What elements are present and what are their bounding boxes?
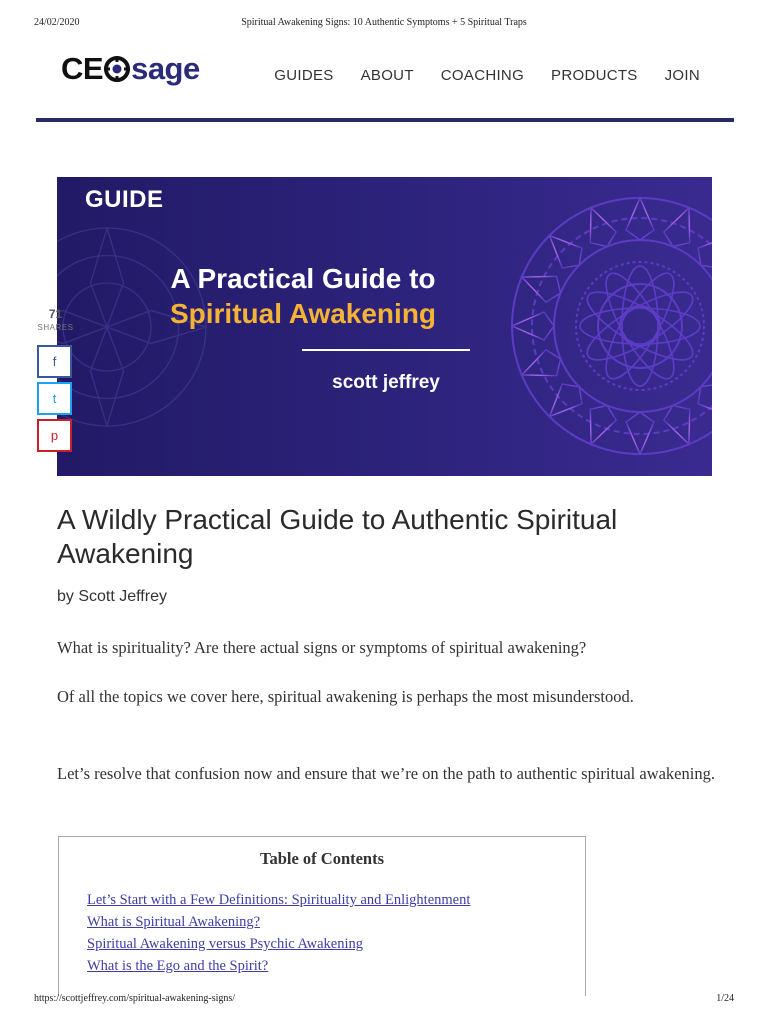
hero-heading-line2: Spiritual Awakening bbox=[169, 298, 437, 329]
header-divider bbox=[36, 118, 734, 122]
toc-link-definitions[interactable]: Let’s Start with a Few Definitions: Spirituality and Enlightenment bbox=[87, 892, 471, 908]
main-nav bbox=[274, 67, 700, 84]
toc-link-ego-and-spirit[interactable]: What is the Ego and the Spirit? bbox=[87, 958, 269, 974]
mandala-decoration bbox=[500, 189, 712, 464]
article-paragraph: What is spirituality? Are there actual signs or symptoms of spiritual awakening? bbox=[57, 638, 587, 657]
toc-list bbox=[87, 889, 585, 977]
twitter-share-button[interactable] bbox=[37, 382, 72, 415]
target-icon bbox=[104, 56, 130, 82]
share-label: SHARES bbox=[37, 323, 74, 332]
article-paragraph: Let’s resolve that confusion now and ensure that we’re on the path to authentic spiritual awakening. bbox=[57, 764, 715, 783]
site-header bbox=[36, 50, 734, 124]
article-byline: by Scott Jeffrey bbox=[57, 588, 167, 605]
toc-item bbox=[87, 889, 585, 911]
article-paragraph: Of all the topics we cover here, spiritual awakening is perhaps the most misunderstood. bbox=[57, 687, 634, 706]
pinterest-icon: p bbox=[50, 428, 59, 443]
facebook-icon: f bbox=[52, 354, 57, 369]
toc-item bbox=[87, 955, 585, 977]
toc-link-what-is-awakening[interactable]: What is Spiritual Awakening? bbox=[87, 914, 261, 930]
hero-divider bbox=[302, 349, 470, 351]
nav-about[interactable]: ABOUT bbox=[360, 67, 414, 84]
toc-item bbox=[87, 911, 585, 933]
print-doc-title: Spiritual Awakening Signs: 10 Authentic Symptoms + 5 Spiritual Traps bbox=[241, 17, 527, 28]
ceosage-logo[interactable] bbox=[61, 50, 200, 88]
table-of-contents bbox=[58, 836, 586, 996]
toc-link-psychic-awakening[interactable]: Spiritual Awakening versus Psychic Awakening bbox=[87, 936, 364, 952]
print-page-number: 1/24 bbox=[716, 993, 734, 1004]
print-url: https://scottjeffrey.com/spiritual-awakening-signs/ bbox=[34, 993, 236, 1004]
twitter-icon: t bbox=[52, 391, 57, 406]
hero-author: scott jeffrey bbox=[332, 372, 440, 393]
social-share-bar bbox=[37, 307, 74, 443]
nav-guides[interactable]: GUIDES bbox=[274, 67, 334, 84]
print-date: 24/02/2020 bbox=[34, 17, 80, 28]
share-count: 71 bbox=[48, 307, 63, 321]
facebook-share-button[interactable] bbox=[37, 345, 72, 378]
logo-text-left: CE bbox=[61, 51, 104, 86]
hero-heading-line1: A Practical Guide to bbox=[170, 263, 436, 294]
pinterest-share-button[interactable] bbox=[37, 419, 72, 452]
hero-guide-label: GUIDE bbox=[85, 186, 164, 213]
hero-banner bbox=[57, 177, 712, 476]
nav-products[interactable]: PRODUCTS bbox=[551, 67, 638, 84]
nav-coaching[interactable]: COACHING bbox=[440, 67, 525, 84]
logo-text-right: sage bbox=[131, 51, 200, 86]
article-title: A Wildly Practical Guide to Authentic Spiritual Awakening bbox=[57, 504, 618, 569]
nav-join[interactable]: JOIN bbox=[664, 67, 700, 84]
toc-title: Table of Contents bbox=[259, 849, 385, 868]
toc-item bbox=[87, 933, 585, 955]
